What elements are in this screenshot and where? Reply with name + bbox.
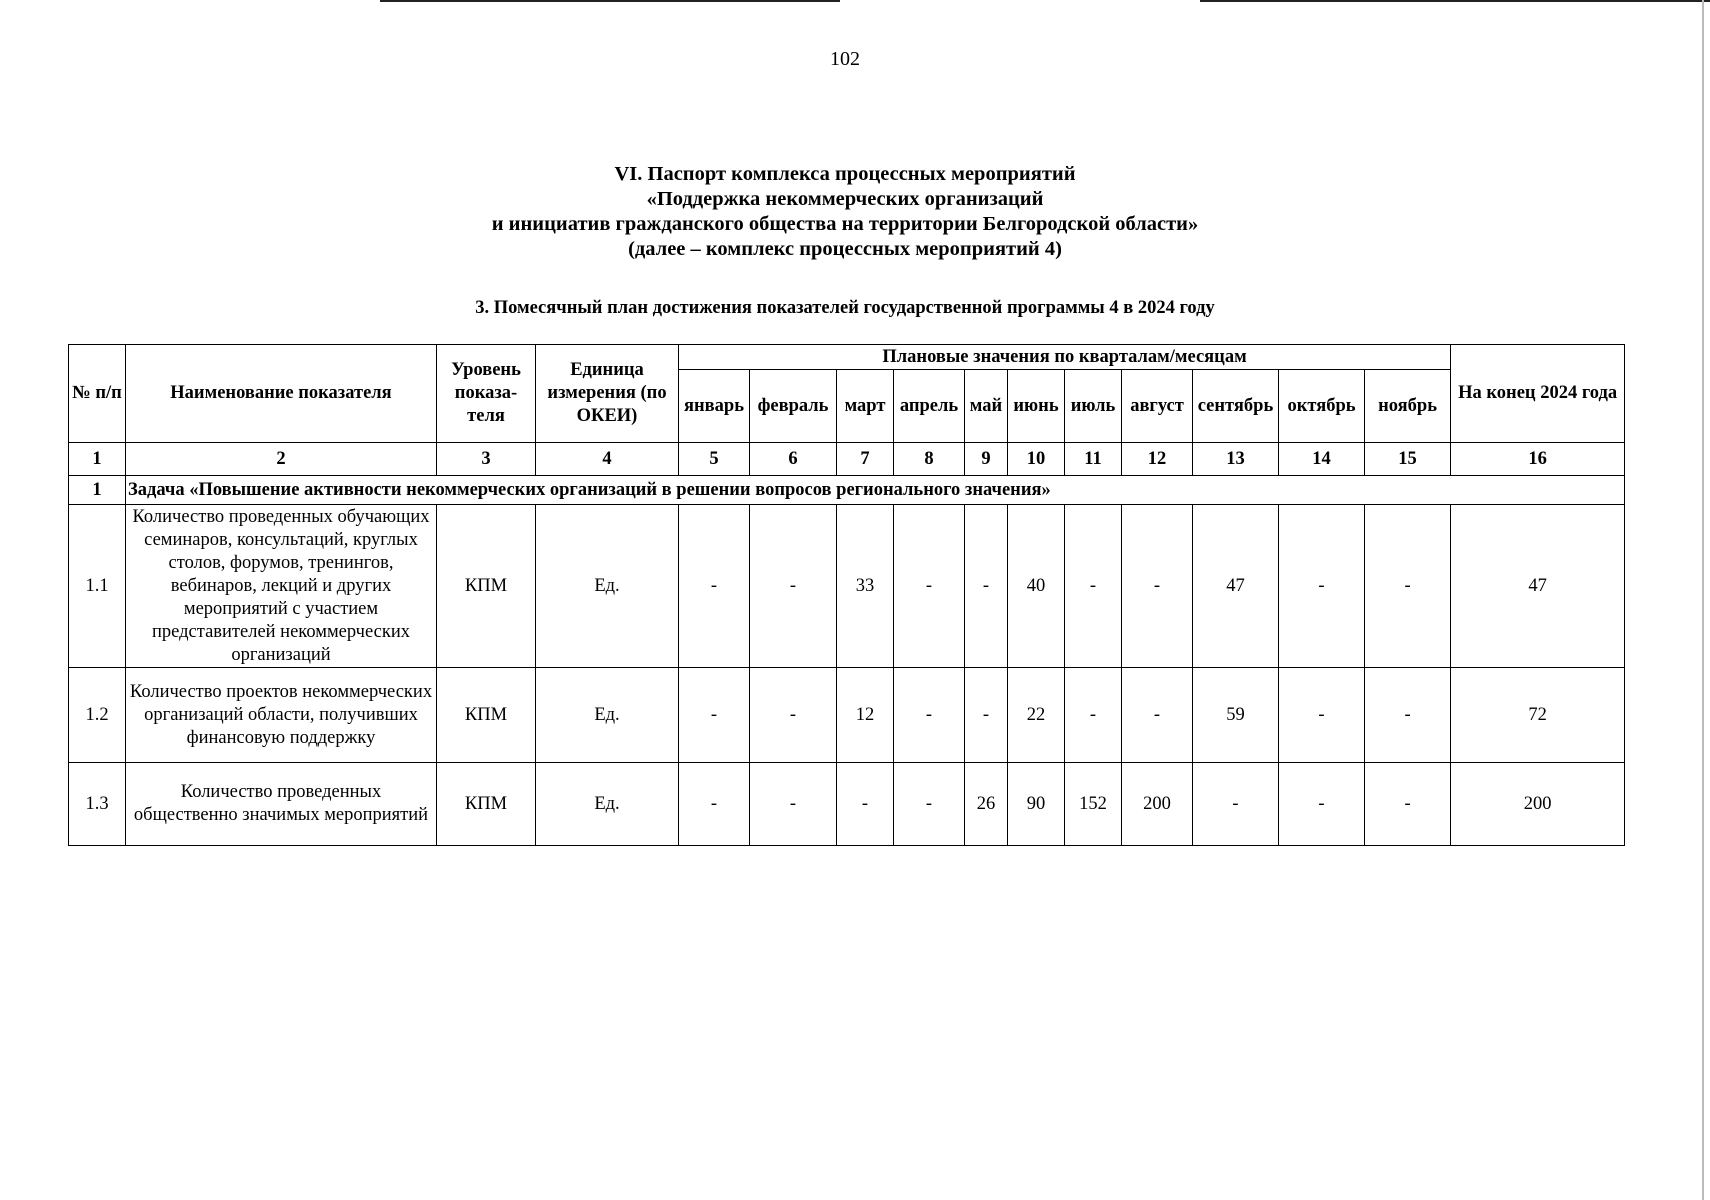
page-number: 102 [830, 48, 860, 70]
month-value: 40 [1008, 505, 1065, 668]
column-number: 8 [894, 443, 965, 476]
year-end-value: 72 [1451, 668, 1625, 763]
month-value: - [1365, 763, 1451, 846]
month-value: 90 [1008, 763, 1065, 846]
table-row [69, 668, 1625, 763]
column-number: 7 [837, 443, 894, 476]
indicator-unit: Ед. [536, 763, 679, 846]
column-number: 2 [126, 443, 437, 476]
column-number: 15 [1365, 443, 1451, 476]
indicator-level: КПМ [437, 763, 536, 846]
month-value: - [679, 505, 750, 668]
column-number: 9 [965, 443, 1008, 476]
column-number: 4 [536, 443, 679, 476]
heading-line: VI. Паспорт комплекса процессных мероприятий [614, 163, 1076, 185]
row-num: 1.1 [69, 505, 126, 668]
table-row [69, 505, 1625, 668]
month-value: - [965, 505, 1008, 668]
header-month: февраль [750, 370, 837, 443]
month-value: - [750, 763, 837, 846]
header-month: август [1122, 370, 1193, 443]
month-value: 152 [1065, 763, 1122, 846]
month-value: - [750, 668, 837, 763]
month-value: - [1279, 505, 1365, 668]
month-value: - [679, 763, 750, 846]
header-name: Наименование показателя [126, 345, 437, 443]
header-month: январь [679, 370, 750, 443]
month-value: - [1065, 668, 1122, 763]
indicator-unit: Ед. [536, 505, 679, 668]
column-number: 12 [1122, 443, 1193, 476]
header-month: март [837, 370, 894, 443]
month-value: - [837, 763, 894, 846]
header-month: ноябрь [1365, 370, 1451, 443]
column-number: 5 [679, 443, 750, 476]
month-value: 33 [837, 505, 894, 668]
month-value: 12 [837, 668, 894, 763]
scan-artifact-line [1200, 0, 1340, 2]
column-number: 3 [437, 443, 536, 476]
row-num: 1.3 [69, 763, 126, 846]
header-month: октябрь [1279, 370, 1365, 443]
header-num: № п/п [69, 345, 126, 443]
header-month: май [965, 370, 1008, 443]
header-unit: Единица измерения (по ОКЕИ) [536, 345, 679, 443]
month-value: - [1279, 668, 1365, 763]
table-row [69, 763, 1625, 846]
month-value: 26 [965, 763, 1008, 846]
month-value: - [1279, 763, 1365, 846]
column-number-row [69, 443, 1625, 476]
header-month: июль [1065, 370, 1122, 443]
header-level: Уровень показа-теля [437, 345, 536, 443]
indicator-level: КПМ [437, 668, 536, 763]
monthly-plan-table [68, 344, 1625, 846]
task-num: 1 [69, 476, 126, 505]
month-value: 47 [1193, 505, 1279, 668]
month-value: - [1065, 505, 1122, 668]
indicator-unit: Ед. [536, 668, 679, 763]
month-value: 200 [1122, 763, 1193, 846]
column-number: 14 [1279, 443, 1365, 476]
column-number: 10 [1008, 443, 1065, 476]
scan-artifact-line [420, 0, 840, 2]
month-value: - [750, 505, 837, 668]
row-num: 1.2 [69, 668, 126, 763]
month-value: - [679, 668, 750, 763]
month-value: - [1365, 668, 1451, 763]
year-end-value: 47 [1451, 505, 1625, 668]
month-value: - [1122, 505, 1193, 668]
column-number: 16 [1451, 443, 1625, 476]
heading-line: «Поддержка некоммерческих организаций [646, 188, 1044, 210]
table-caption: 3. Помесячный план достижения показателей государственной программы 4 в 2024 году [475, 298, 1215, 318]
indicator-name: Количество проведенных обучающих семинаров, консультаций, круглых столов, форумов, тренингов, вебинаров, лекций и других мероприятий с участием представителей некоммерческих организаций [126, 505, 437, 668]
year-end-value: 200 [1451, 763, 1625, 846]
indicator-level: КПМ [437, 505, 536, 668]
month-value: - [1365, 505, 1451, 668]
month-value: - [894, 505, 965, 668]
indicator-name: Количество проектов некоммерческих организаций области, получивших финансовую поддержку [126, 668, 437, 763]
month-value: - [965, 668, 1008, 763]
task-text: Задача «Повышение активности некоммерческих организаций в решении вопросов регионального значения» [126, 476, 1625, 505]
column-number: 6 [750, 443, 837, 476]
task-row [69, 476, 1625, 505]
section-heading [0, 162, 1690, 262]
column-number: 13 [1193, 443, 1279, 476]
header-planned: Плановые значения по кварталам/месяцам [679, 345, 1451, 370]
month-value: 59 [1193, 668, 1279, 763]
scan-edge [1702, 0, 1704, 1200]
scan-artifact-line [1330, 0, 1710, 2]
column-number: 11 [1065, 443, 1122, 476]
month-value: - [1122, 668, 1193, 763]
month-value: 22 [1008, 668, 1065, 763]
header-month: июнь [1008, 370, 1065, 443]
month-value: - [1193, 763, 1279, 846]
heading-line: и инициатив гражданского общества на территории Белгородской области» [491, 213, 1199, 235]
header-month: сентябрь [1193, 370, 1279, 443]
month-value: - [894, 763, 965, 846]
header-month: апрель [894, 370, 965, 443]
indicator-name: Количество проведенных общественно значимых мероприятий [126, 763, 437, 846]
column-number: 1 [69, 443, 126, 476]
heading-line: (далее – комплекс процессных мероприятий 4) [628, 238, 1062, 260]
month-value: - [894, 668, 965, 763]
header-year-end: На конец 2024 года [1451, 345, 1625, 443]
